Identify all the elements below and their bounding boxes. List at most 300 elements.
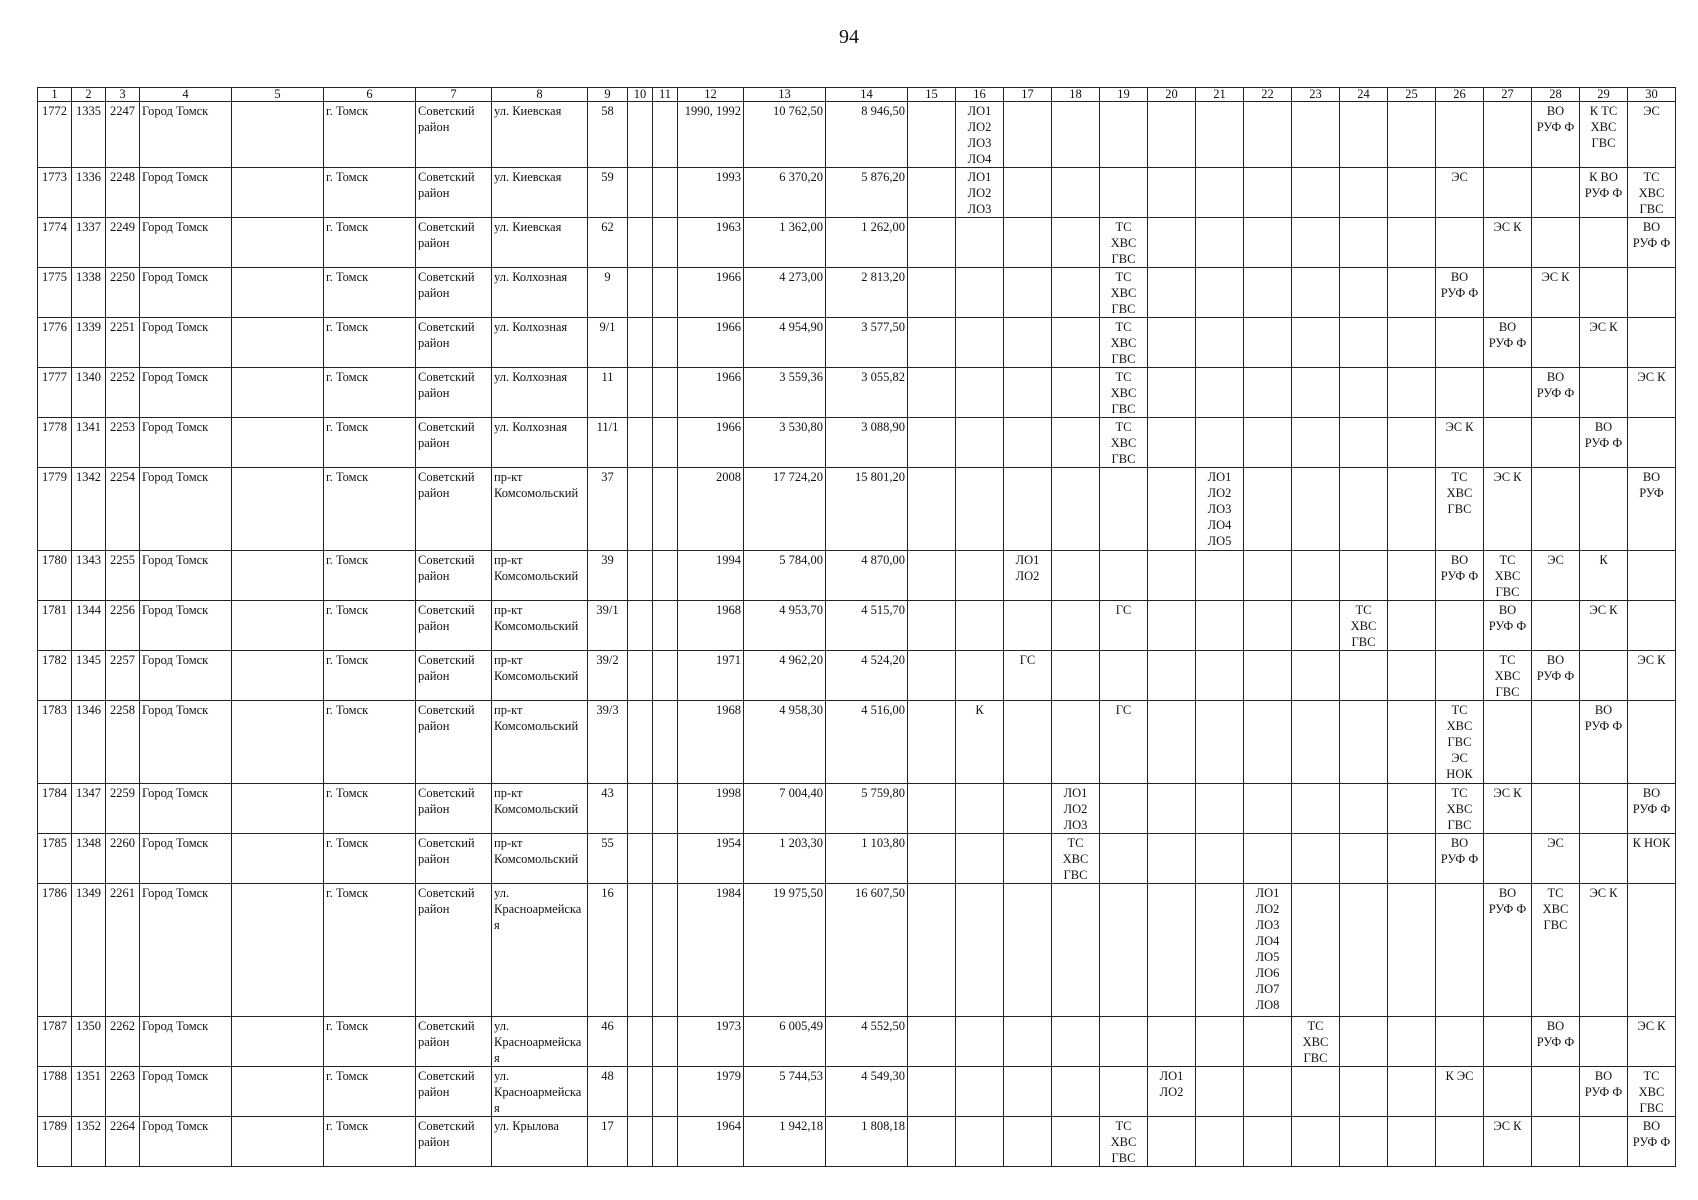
cell-col-6: г. Томск	[324, 784, 416, 834]
cell-col-12: 1968	[678, 601, 744, 651]
cell-col-17	[1004, 884, 1052, 1017]
cell-line: ХВС	[1590, 120, 1617, 134]
cell-line: Советский	[418, 603, 475, 617]
cell-col-29	[1580, 601, 1628, 651]
cell-col-8	[492, 368, 588, 418]
cell-line: ХВС	[1446, 719, 1473, 733]
cell-line: район	[418, 902, 450, 916]
cell-col-2: 1348	[72, 834, 106, 884]
cell-col-7	[416, 102, 492, 168]
cell-col-5	[232, 418, 324, 468]
cell-col-1: 1777	[38, 368, 72, 418]
cell-line: ЛО5	[1255, 950, 1280, 964]
cell-col-30	[1628, 651, 1676, 701]
cell-col-9: 48	[588, 1067, 628, 1117]
cell-line: Советский	[418, 1069, 475, 1083]
cell-line: Советский	[418, 420, 475, 434]
cell-col-11	[653, 651, 678, 701]
cell-col-10	[628, 784, 653, 834]
cell-line: пр-кт	[494, 836, 523, 850]
cell-col-9: 16	[588, 884, 628, 1017]
cell-col-10	[628, 368, 653, 418]
cell-col-6: г. Томск	[324, 601, 416, 651]
cell-col-17	[1004, 784, 1052, 834]
cell-col-18	[1052, 368, 1100, 418]
cell-col-9: 39/2	[588, 651, 628, 701]
cell-col-8	[492, 418, 588, 468]
cell-col-20	[1148, 551, 1196, 601]
cell-col-1: 1787	[38, 1017, 72, 1067]
column-header-1: 1	[38, 88, 72, 102]
cell-col-20	[1148, 418, 1196, 468]
cell-col-6: г. Томск	[324, 318, 416, 368]
cell-col-18	[1052, 884, 1100, 1017]
cell-col-28	[1532, 784, 1580, 834]
cell-col-8	[492, 784, 588, 834]
cell-line: ЭС К	[1445, 420, 1474, 434]
cell-col-10	[628, 834, 653, 884]
cell-col-13: 3 530,80	[744, 418, 826, 468]
table-row	[38, 102, 1676, 168]
cell-col-10	[628, 218, 653, 268]
cell-line: ХВС	[1110, 1135, 1137, 1149]
cell-col-14: 4 549,30	[826, 1067, 908, 1117]
cell-col-20	[1148, 168, 1196, 218]
cell-col-11	[653, 102, 678, 168]
cell-col-20	[1148, 368, 1196, 418]
cell-line: Красноармейска	[494, 902, 582, 916]
cell-col-24	[1340, 551, 1388, 601]
cell-col-16	[956, 318, 1004, 368]
cell-col-4: Город Томск	[140, 168, 232, 218]
cell-col-4: Город Томск	[140, 1067, 232, 1117]
cell-col-11	[653, 601, 678, 651]
cell-col-23	[1292, 468, 1340, 551]
cell-line: ГВС	[1543, 918, 1568, 932]
cell-col-13: 6 370,20	[744, 168, 826, 218]
cell-col-13: 19 975,50	[744, 884, 826, 1017]
cell-col-27	[1484, 784, 1532, 834]
cell-col-5	[232, 601, 324, 651]
cell-col-4: Город Томск	[140, 834, 232, 884]
cell-col-23	[1292, 651, 1340, 701]
cell-col-16	[956, 701, 1004, 784]
cell-col-6: г. Томск	[324, 168, 416, 218]
column-header-13: 13	[744, 88, 826, 102]
column-header-11: 11	[653, 88, 678, 102]
column-header-12: 12	[678, 88, 744, 102]
cell-line: РУФ Ф	[1536, 1035, 1575, 1049]
cell-col-22	[1244, 834, 1292, 884]
cell-line: пр-кт	[494, 603, 523, 617]
cell-col-20	[1148, 701, 1196, 784]
cell-col-17	[1004, 368, 1052, 418]
cell-line: ТС	[1115, 370, 1132, 384]
cell-col-30	[1628, 468, 1676, 551]
cell-col-21	[1196, 834, 1244, 884]
cell-line: ХВС	[1110, 236, 1137, 250]
cell-col-13: 4 962,20	[744, 651, 826, 701]
cell-col-9: 39/1	[588, 601, 628, 651]
cell-col-18	[1052, 784, 1100, 834]
cell-col-30	[1628, 168, 1676, 218]
cell-line: ЛО2	[1207, 486, 1232, 500]
cell-col-14: 1 103,80	[826, 834, 908, 884]
cell-col-17	[1004, 601, 1052, 651]
cell-line: ВО	[1450, 553, 1469, 567]
cell-col-7	[416, 1117, 492, 1167]
column-header-6: 6	[324, 88, 416, 102]
cell-col-15	[908, 784, 956, 834]
column-header-27: 27	[1484, 88, 1532, 102]
column-header-18: 18	[1052, 88, 1100, 102]
cell-line: ХВС	[1494, 669, 1521, 683]
cell-col-14: 1 262,00	[826, 218, 908, 268]
cell-col-20	[1148, 102, 1196, 168]
cell-col-22	[1244, 418, 1292, 468]
cell-col-12: 1994	[678, 551, 744, 601]
cell-col-29	[1580, 834, 1628, 884]
cell-col-16	[956, 168, 1004, 218]
cell-line: ЭС К	[1637, 370, 1666, 384]
cell-line: НОК	[1446, 767, 1473, 781]
cell-col-28	[1532, 218, 1580, 268]
column-header-3: 3	[106, 88, 140, 102]
register-table	[37, 87, 1676, 1167]
cell-col-17	[1004, 1017, 1052, 1067]
cell-col-12: 1963	[678, 218, 744, 268]
table-row	[38, 468, 1676, 551]
cell-line: К	[1599, 553, 1608, 567]
cell-line: ТС	[1307, 1019, 1324, 1033]
cell-col-22	[1244, 102, 1292, 168]
table-row	[38, 218, 1676, 268]
cell-col-14: 4 524,20	[826, 651, 908, 701]
cell-col-28	[1532, 368, 1580, 418]
cell-line: ВО	[1594, 420, 1613, 434]
cell-col-25	[1388, 218, 1436, 268]
cell-col-1: 1786	[38, 884, 72, 1017]
cell-line: ЭС	[1451, 751, 1468, 765]
cell-col-6: г. Томск	[324, 368, 416, 418]
cell-line: ВО	[1450, 836, 1469, 850]
cell-col-20	[1148, 651, 1196, 701]
cell-line: ЛО1	[967, 104, 992, 118]
cell-col-30	[1628, 318, 1676, 368]
cell-col-9: 9/1	[588, 318, 628, 368]
cell-col-4: Город Томск	[140, 268, 232, 318]
header-row	[38, 88, 1676, 102]
cell-col-14: 3 577,50	[826, 318, 908, 368]
table-row	[38, 651, 1676, 701]
cell-col-22	[1244, 1117, 1292, 1167]
cell-line: ТС	[1643, 170, 1660, 184]
cell-line: ТС	[1355, 603, 1372, 617]
cell-line: ЛО4	[967, 152, 992, 166]
cell-col-4: Город Томск	[140, 218, 232, 268]
cell-col-6: г. Томск	[324, 102, 416, 168]
cell-col-21	[1196, 1117, 1244, 1167]
cell-col-12: 2008	[678, 468, 744, 551]
cell-line: ГВС	[1063, 868, 1088, 882]
cell-line: ТС	[1499, 553, 1516, 567]
cell-col-1: 1775	[38, 268, 72, 318]
cell-col-15	[908, 701, 956, 784]
cell-col-21	[1196, 651, 1244, 701]
cell-line: ВО	[1546, 1019, 1565, 1033]
cell-col-30	[1628, 551, 1676, 601]
cell-col-22	[1244, 218, 1292, 268]
cell-col-9: 59	[588, 168, 628, 218]
cell-col-26	[1436, 1117, 1484, 1167]
cell-col-7	[416, 418, 492, 468]
cell-line: ГВС	[1591, 136, 1616, 150]
cell-col-26	[1436, 701, 1484, 784]
cell-line: РУФ Ф	[1632, 236, 1671, 250]
cell-col-26	[1436, 268, 1484, 318]
cell-col-25	[1388, 884, 1436, 1017]
cell-col-27	[1484, 651, 1532, 701]
cell-col-26	[1436, 368, 1484, 418]
cell-col-30	[1628, 834, 1676, 884]
cell-col-29	[1580, 551, 1628, 601]
cell-col-19	[1100, 601, 1148, 651]
cell-line: ГВС	[1111, 352, 1136, 366]
cell-col-22	[1244, 1067, 1292, 1117]
cell-line: Красноармейска	[494, 1085, 582, 1099]
cell-col-26	[1436, 551, 1484, 601]
cell-col-22	[1244, 651, 1292, 701]
cell-col-25	[1388, 468, 1436, 551]
table-row	[38, 268, 1676, 318]
cell-col-22	[1244, 368, 1292, 418]
cell-col-25	[1388, 784, 1436, 834]
cell-col-30	[1628, 701, 1676, 784]
cell-line: пр-кт	[494, 553, 523, 567]
cell-col-11	[653, 168, 678, 218]
cell-col-22	[1244, 551, 1292, 601]
cell-col-9: 9	[588, 268, 628, 318]
cell-line: ЭС	[1547, 836, 1564, 850]
cell-col-10	[628, 1117, 653, 1167]
cell-col-29	[1580, 784, 1628, 834]
cell-line: ул. Колхозная	[494, 420, 568, 434]
cell-col-7	[416, 601, 492, 651]
cell-col-5	[232, 834, 324, 884]
cell-col-25	[1388, 601, 1436, 651]
cell-col-3: 2247	[106, 102, 140, 168]
table-row	[38, 368, 1676, 418]
cell-col-21	[1196, 784, 1244, 834]
cell-col-13: 6 005,49	[744, 1017, 826, 1067]
cell-line: ГС	[1115, 603, 1132, 617]
cell-col-29	[1580, 168, 1628, 218]
cell-col-16	[956, 1017, 1004, 1067]
cell-col-27	[1484, 884, 1532, 1017]
cell-col-15	[908, 268, 956, 318]
cell-line: район	[418, 569, 450, 583]
cell-col-26	[1436, 102, 1484, 168]
cell-col-21	[1196, 884, 1244, 1017]
cell-col-12: 1966	[678, 418, 744, 468]
cell-line: ул. Киевская	[494, 220, 562, 234]
cell-col-24	[1340, 368, 1388, 418]
cell-col-26	[1436, 418, 1484, 468]
cell-col-17	[1004, 1117, 1052, 1167]
cell-col-5	[232, 218, 324, 268]
cell-line: ТС	[1499, 653, 1516, 667]
cell-line: РУФ Ф	[1488, 336, 1527, 350]
cell-col-21	[1196, 601, 1244, 651]
cell-col-18	[1052, 102, 1100, 168]
cell-line: ВО	[1642, 470, 1661, 484]
cell-col-22	[1244, 784, 1292, 834]
page-number: 94	[839, 26, 859, 48]
cell-col-20	[1148, 268, 1196, 318]
cell-col-14: 16 607,50	[826, 884, 908, 1017]
cell-col-18	[1052, 268, 1100, 318]
cell-line: РУФ Ф	[1584, 186, 1623, 200]
cell-col-8	[492, 102, 588, 168]
cell-col-8	[492, 1017, 588, 1067]
cell-col-12: 1954	[678, 834, 744, 884]
cell-col-13: 4 953,70	[744, 601, 826, 651]
cell-line: Комсомольский	[494, 619, 579, 633]
cell-col-5	[232, 318, 324, 368]
cell-col-6: г. Томск	[324, 218, 416, 268]
cell-col-15	[908, 318, 956, 368]
cell-col-17	[1004, 834, 1052, 884]
cell-line: ул.	[494, 886, 510, 900]
cell-line: ул.	[494, 1069, 510, 1083]
cell-col-28	[1532, 701, 1580, 784]
cell-col-10	[628, 318, 653, 368]
cell-col-28	[1532, 651, 1580, 701]
cell-col-4: Город Томск	[140, 601, 232, 651]
cell-line: ЛО3	[967, 202, 992, 216]
cell-col-2: 1350	[72, 1017, 106, 1067]
cell-col-24	[1340, 651, 1388, 701]
cell-line: ВО	[1450, 270, 1469, 284]
cell-line: ВО	[1594, 1069, 1613, 1083]
cell-col-20	[1148, 318, 1196, 368]
column-header-2: 2	[72, 88, 106, 102]
cell-line: Советский	[418, 104, 475, 118]
cell-col-26	[1436, 1017, 1484, 1067]
cell-col-21	[1196, 1067, 1244, 1117]
cell-col-14: 8 946,50	[826, 102, 908, 168]
table-row	[38, 834, 1676, 884]
cell-line: ВО	[1642, 1119, 1661, 1133]
cell-col-4: Город Томск	[140, 1017, 232, 1067]
cell-col-28	[1532, 834, 1580, 884]
cell-col-12: 1971	[678, 651, 744, 701]
cell-col-17	[1004, 102, 1052, 168]
cell-line: ГВС	[1111, 402, 1136, 416]
cell-col-30	[1628, 368, 1676, 418]
cell-col-30	[1628, 418, 1676, 468]
cell-line: Красноармейска	[494, 1035, 582, 1049]
cell-line: ЛО1	[1255, 886, 1280, 900]
cell-col-13: 10 762,50	[744, 102, 826, 168]
cell-line: К НОК	[1632, 836, 1671, 850]
cell-line: ул. Крылова	[494, 1119, 559, 1133]
cell-col-25	[1388, 834, 1436, 884]
column-header-23: 23	[1292, 88, 1340, 102]
cell-col-15	[908, 468, 956, 551]
cell-col-20	[1148, 1017, 1196, 1067]
cell-col-29	[1580, 268, 1628, 318]
cell-line: пр-кт	[494, 703, 523, 717]
cell-line: ХВС	[1542, 902, 1569, 916]
cell-line: ГВС	[1495, 685, 1520, 699]
cell-col-15	[908, 368, 956, 418]
cell-col-14: 5 876,20	[826, 168, 908, 218]
cell-col-21	[1196, 701, 1244, 784]
cell-col-20	[1148, 1067, 1196, 1117]
cell-col-16	[956, 651, 1004, 701]
cell-col-8	[492, 168, 588, 218]
cell-line: ТС	[1547, 886, 1564, 900]
cell-col-14: 3 055,82	[826, 368, 908, 418]
cell-col-27	[1484, 834, 1532, 884]
cell-line: ЛО2	[967, 186, 992, 200]
cell-col-10	[628, 551, 653, 601]
cell-col-15	[908, 1017, 956, 1067]
cell-col-21	[1196, 102, 1244, 168]
cell-line: ХВС	[1446, 802, 1473, 816]
cell-col-10	[628, 102, 653, 168]
cell-col-16	[956, 418, 1004, 468]
cell-line: ЛО6	[1255, 966, 1280, 980]
cell-col-2: 1345	[72, 651, 106, 701]
cell-col-29	[1580, 651, 1628, 701]
cell-line: район	[418, 802, 450, 816]
cell-col-7	[416, 1067, 492, 1117]
cell-col-4: Город Томск	[140, 701, 232, 784]
cell-col-28	[1532, 268, 1580, 318]
column-header-5: 5	[232, 88, 324, 102]
cell-line: Советский	[418, 1119, 475, 1133]
cell-col-14: 15 801,20	[826, 468, 908, 551]
cell-col-2: 1343	[72, 551, 106, 601]
cell-col-18	[1052, 701, 1100, 784]
cell-col-30	[1628, 218, 1676, 268]
cell-line: ЛО3	[1207, 502, 1232, 516]
cell-line: ВО	[1594, 703, 1613, 717]
cell-col-1: 1784	[38, 784, 72, 834]
cell-col-4: Город Томск	[140, 102, 232, 168]
cell-col-9: 43	[588, 784, 628, 834]
cell-col-27	[1484, 268, 1532, 318]
cell-col-9: 39	[588, 551, 628, 601]
cell-col-30	[1628, 1017, 1676, 1067]
cell-col-3: 2258	[106, 701, 140, 784]
cell-col-19	[1100, 1117, 1148, 1167]
cell-col-15	[908, 418, 956, 468]
column-header-17: 17	[1004, 88, 1052, 102]
cell-col-5	[232, 884, 324, 1017]
cell-line: ул. Колхозная	[494, 270, 568, 284]
cell-line: Комсомольский	[494, 486, 579, 500]
cell-line: ЛО3	[1255, 918, 1280, 932]
cell-col-15	[908, 1067, 956, 1117]
cell-col-28	[1532, 168, 1580, 218]
cell-line: Советский	[418, 553, 475, 567]
cell-line: ЭС К	[1637, 1019, 1666, 1033]
cell-col-2: 1342	[72, 468, 106, 551]
cell-line: ЛО2	[967, 120, 992, 134]
